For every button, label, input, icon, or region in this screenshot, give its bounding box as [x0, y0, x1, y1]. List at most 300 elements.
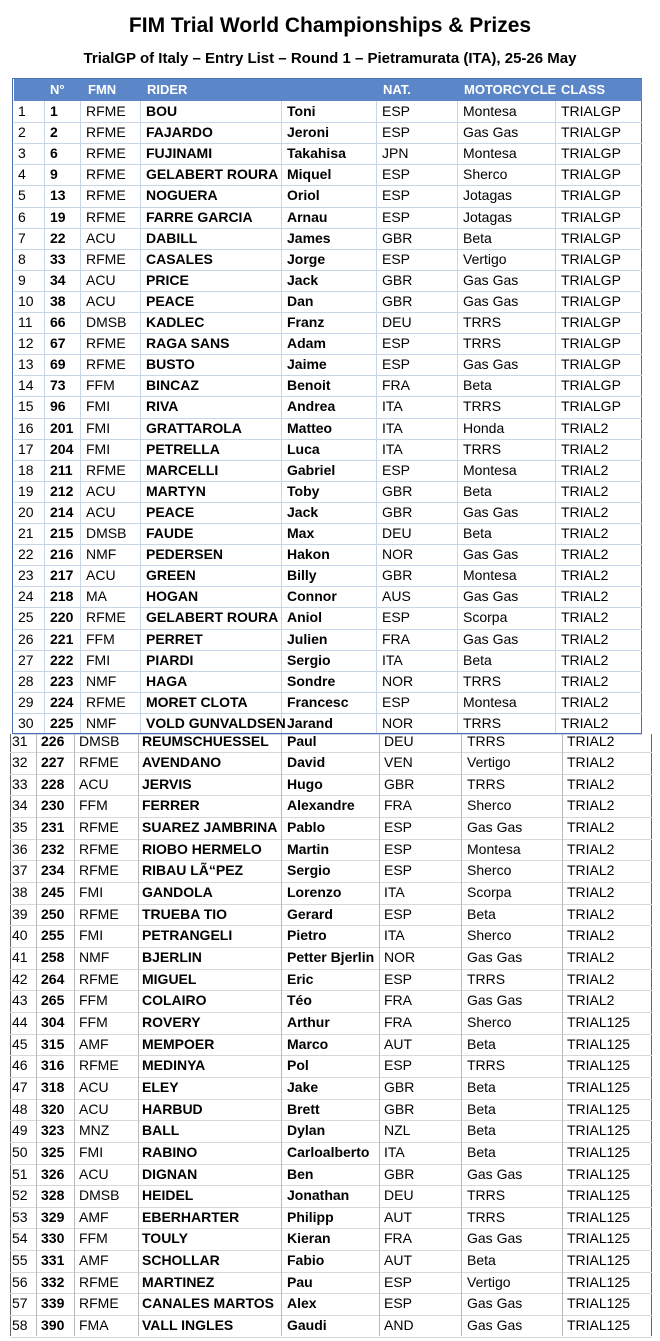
rider-number: 255 — [41, 927, 65, 944]
table-row — [0, 1207, 660, 1229]
row-divider — [10, 1337, 652, 1338]
table-row — [0, 354, 660, 376]
rider-firstname: Matteo — [287, 419, 333, 436]
table-row — [0, 731, 660, 753]
rider-number: 223 — [50, 672, 74, 689]
motorcycle: TRRS — [467, 1187, 506, 1204]
class: TRIAL2 — [567, 862, 615, 879]
class: TRIALGP — [561, 166, 621, 183]
rider-firstname: Kieran — [287, 1230, 331, 1247]
rider-surname: REUMSCHUESSEL — [142, 732, 269, 749]
table-row — [0, 523, 660, 545]
table-row — [0, 1272, 660, 1294]
rider-firstname: Alexandre — [287, 797, 355, 814]
rider-surname: FAUDE — [146, 525, 194, 541]
fmn: DMSB — [86, 525, 127, 541]
rider-surname: PRICE — [146, 271, 189, 288]
motorcycle: Beta — [467, 1122, 496, 1139]
rider-number: 331 — [41, 1252, 65, 1269]
rider-number: 19 — [50, 208, 66, 225]
rider-number: 211 — [50, 461, 73, 478]
class: TRIAL2 — [561, 609, 609, 626]
rider-surname: PEDERSEN — [146, 546, 224, 563]
rider-number: 212 — [50, 482, 74, 499]
fmn: NMF — [86, 672, 117, 689]
rider-surname: GELABERT ROURA — [146, 609, 279, 626]
fmn: FMI — [86, 440, 111, 457]
rider-number: 69 — [50, 356, 66, 373]
table-row — [0, 1120, 660, 1142]
rider-surname: FAJARDO — [146, 124, 213, 141]
fmn: ACU — [86, 567, 116, 584]
rider-firstname: Carloalberto — [287, 1143, 370, 1160]
page-subtitle: TrialGP of Italy – Entry List – Round 1 – Pietramurata (ITA), 25-26 May — [83, 50, 577, 67]
rider-firstname: Eric — [287, 970, 314, 987]
motorcycle: TRRS — [467, 732, 506, 749]
rider-firstname: Luca — [287, 440, 320, 457]
class: TRIAL2 — [561, 546, 609, 563]
fmn: RFME — [79, 1295, 119, 1312]
rider-number: 214 — [50, 503, 74, 520]
motorcycle: Montesa — [463, 103, 517, 119]
row-index: 22 — [18, 546, 34, 563]
table-row — [0, 143, 660, 165]
table-row — [0, 418, 660, 440]
nationality: ITA — [382, 651, 403, 668]
class: TRIAL2 — [567, 732, 615, 749]
table-row — [0, 1315, 660, 1337]
rider-number: 325 — [41, 1143, 65, 1160]
table-row — [0, 650, 660, 672]
nationality: DEU — [384, 1187, 414, 1204]
class: TRIAL125 — [567, 1013, 631, 1030]
fmn: ACU — [79, 1078, 109, 1095]
motorcycle: Beta — [467, 1143, 496, 1160]
motorcycle: TRRS — [463, 672, 502, 689]
nationality: AUT — [384, 1208, 412, 1225]
table-row — [0, 312, 660, 334]
nationality: ESP — [382, 609, 411, 626]
fmn: RFME — [86, 335, 126, 352]
fmn: ACU — [86, 229, 116, 246]
motorcycle: Gas Gas — [467, 992, 523, 1009]
nationality: ESP — [382, 166, 411, 183]
rider-number: 226 — [41, 732, 65, 749]
table-row — [0, 249, 660, 271]
class: TRIAL2 — [561, 461, 609, 478]
rider-firstname: Gabriel — [287, 461, 336, 478]
table-row — [0, 544, 660, 566]
rider-firstname: Jaime — [287, 356, 327, 373]
rider-firstname: Philipp — [287, 1208, 334, 1225]
class: TRIAL2 — [567, 970, 615, 987]
rider-number: 221 — [50, 630, 74, 647]
row-index: 15 — [18, 398, 34, 415]
rider-surname: PEACE — [146, 503, 195, 520]
nationality: NOR — [384, 949, 416, 965]
row-index: 42 — [12, 970, 28, 987]
table-row — [0, 270, 660, 292]
motorcycle: TRRS — [467, 1208, 506, 1225]
rider-surname: MARTINEZ — [142, 1273, 215, 1290]
fmn: RFME — [86, 250, 126, 267]
fmn: ACU — [86, 482, 116, 499]
motorcycle: Scorpa — [463, 609, 508, 626]
row-index: 31 — [12, 732, 28, 749]
table-row — [0, 925, 660, 947]
motorcycle: Gas Gas — [463, 124, 519, 141]
nationality: ESP — [384, 905, 413, 922]
table-row — [0, 1077, 660, 1099]
class: TRIAL125 — [567, 1057, 631, 1074]
motorcycle: Sherco — [467, 1013, 512, 1030]
motorcycle: Montesa — [463, 567, 517, 584]
rider-number: 227 — [41, 754, 65, 771]
row-index: 10 — [18, 292, 34, 309]
fmn: MNZ — [79, 1122, 110, 1139]
class: TRIAL2 — [561, 651, 609, 668]
fmn: RFME — [79, 754, 119, 771]
fmn: ACU — [79, 1100, 109, 1117]
table-row — [0, 460, 660, 482]
nationality: AUT — [384, 1252, 412, 1269]
nationality: GBR — [382, 292, 413, 309]
rider-firstname: Adam — [287, 335, 326, 352]
nationality: AUT — [384, 1035, 412, 1052]
rider-firstname: Lorenzo — [287, 884, 342, 901]
rider-number: 232 — [41, 840, 65, 857]
class: TRIAL125 — [567, 1122, 631, 1139]
motorcycle: Gas Gas — [463, 503, 519, 520]
rider-surname: RIBAU LÃ“PEZ — [142, 862, 244, 879]
header-nationality: NAT. — [383, 82, 411, 97]
class: TRIAL2 — [561, 630, 609, 647]
rider-surname: VOLD GUNVALDSEN — [146, 714, 286, 731]
rider-number: 234 — [41, 862, 65, 879]
rider-firstname: Marco — [287, 1035, 329, 1052]
fmn: RFME — [79, 819, 119, 836]
motorcycle: Beta — [463, 229, 492, 246]
row-index: 6 — [18, 208, 26, 225]
rider-firstname: Francesc — [287, 693, 349, 710]
nationality: NOR — [382, 672, 414, 689]
class: TRIAL2 — [567, 840, 615, 857]
nationality: FRA — [384, 797, 412, 814]
row-index: 9 — [18, 271, 26, 288]
class: TRIAL125 — [567, 1230, 631, 1247]
class: TRIALGP — [561, 187, 621, 204]
motorcycle: Vertigo — [467, 754, 511, 771]
rider-firstname: Toni — [287, 103, 316, 119]
rider-number: 329 — [41, 1208, 65, 1225]
fmn: MA — [86, 588, 107, 605]
table-row — [0, 1034, 660, 1056]
rider-surname: TOULY — [142, 1230, 188, 1247]
rider-surname: PEACE — [146, 292, 195, 309]
motorcycle: Montesa — [463, 693, 517, 710]
rider-surname: COLAIRO — [142, 992, 207, 1009]
rider-surname: PERRET — [146, 630, 203, 647]
fmn: RFME — [86, 124, 126, 141]
nationality: ESP — [382, 461, 411, 478]
rider-surname: NOGUERA — [146, 187, 218, 204]
nationality: FRA — [384, 992, 412, 1009]
rider-surname: TRUEBA TIO — [142, 905, 228, 922]
rider-number: 231 — [41, 819, 65, 836]
motorcycle: Gas Gas — [463, 271, 519, 288]
motorcycle: Vertigo — [463, 250, 507, 267]
fmn: FMI — [79, 884, 104, 901]
rider-surname: RIVA — [146, 398, 179, 415]
row-index: 28 — [18, 672, 34, 689]
fmn: RFME — [86, 609, 126, 626]
rider-firstname: Petter Bjerlin — [287, 949, 375, 965]
class: TRIALGP — [561, 229, 621, 246]
rider-surname: MEMPOER — [142, 1035, 215, 1052]
rider-number: 218 — [50, 588, 74, 605]
class: TRIAL2 — [567, 992, 615, 1009]
fmn: ACU — [86, 292, 116, 309]
nationality: GBR — [384, 1100, 415, 1117]
rider-firstname: Paul — [287, 732, 317, 749]
nationality: ESP — [382, 693, 411, 710]
nationality: GBR — [382, 271, 413, 288]
class: TRIAL125 — [567, 1165, 631, 1182]
motorcycle: Beta — [467, 1035, 496, 1052]
rider-number: 332 — [41, 1273, 65, 1290]
rider-number: 315 — [41, 1035, 65, 1052]
motorcycle: Sherco — [467, 927, 512, 944]
rider-firstname: Ben — [287, 1165, 314, 1182]
fmn: DMSB — [86, 314, 127, 330]
class: TRIAL125 — [567, 1317, 631, 1334]
row-index: 23 — [18, 567, 34, 584]
rider-surname: MARCELLI — [146, 461, 219, 478]
row-index: 8 — [18, 250, 26, 267]
rider-surname: FERRER — [142, 797, 200, 814]
motorcycle: Gas Gas — [463, 546, 519, 563]
row-index: 37 — [12, 862, 28, 879]
motorcycle: Jotagas — [463, 187, 513, 204]
table-row — [0, 565, 660, 587]
rider-firstname: Sergio — [287, 651, 331, 668]
rider-number: 339 — [41, 1295, 65, 1312]
class: TRIALGP — [561, 103, 621, 119]
rider-firstname: Miquel — [287, 166, 332, 183]
rider-number: 323 — [41, 1122, 65, 1139]
table-row — [0, 774, 660, 796]
motorcycle: TRRS — [463, 335, 502, 352]
nationality: DEU — [382, 314, 412, 330]
rider-number: 250 — [41, 905, 65, 922]
rider-number: 328 — [41, 1187, 65, 1204]
fmn: RFME — [86, 208, 126, 225]
rider-surname: DABILL — [146, 229, 198, 246]
motorcycle: Beta — [467, 1252, 496, 1269]
fmn: ACU — [79, 1165, 109, 1182]
table-row — [0, 1099, 660, 1121]
row-index: 33 — [12, 775, 28, 792]
motorcycle: Gas Gas — [463, 588, 519, 605]
rider-number: 222 — [50, 651, 74, 668]
fmn: FMI — [86, 398, 111, 415]
rider-firstname: Pau — [287, 1273, 313, 1290]
row-index: 4 — [18, 166, 26, 183]
fmn: RFME — [86, 356, 126, 373]
fmn: RFME — [86, 461, 126, 478]
rider-firstname: Toby — [287, 482, 320, 499]
nationality: NOR — [382, 714, 414, 731]
fmn: FMI — [86, 419, 111, 436]
row-index: 34 — [12, 797, 28, 814]
rider-number: 316 — [41, 1057, 65, 1074]
nationality: FRA — [382, 377, 410, 394]
row-index: 24 — [18, 588, 34, 605]
rider-firstname: Martin — [287, 840, 329, 857]
row-index: 3 — [18, 145, 26, 162]
class: TRIAL125 — [567, 1035, 631, 1052]
rider-number: 215 — [50, 525, 74, 541]
motorcycle: Beta — [467, 905, 496, 922]
rider-surname: GELABERT ROURA — [146, 166, 279, 183]
row-index: 36 — [12, 840, 28, 857]
rider-number: 265 — [41, 992, 65, 1009]
nationality: ESP — [384, 1295, 413, 1312]
rider-number: 320 — [41, 1100, 65, 1117]
fmn: NMF — [86, 714, 117, 731]
nationality: JPN — [382, 145, 409, 162]
class: TRIAL2 — [561, 672, 609, 689]
fmn: FFM — [86, 630, 115, 647]
table-row — [0, 291, 660, 313]
rider-firstname: Andrea — [287, 398, 336, 415]
motorcycle: TRRS — [467, 970, 506, 987]
class: TRIAL2 — [561, 440, 609, 457]
fmn: DMSB — [79, 732, 120, 749]
rider-number: 1 — [50, 103, 58, 119]
rider-number: 326 — [41, 1165, 65, 1182]
nationality: ITA — [384, 1143, 405, 1160]
rider-surname: CANALES MARTOS — [142, 1295, 274, 1312]
motorcycle: Beta — [463, 525, 492, 541]
row-index: 7 — [18, 229, 26, 246]
table-row — [0, 860, 660, 882]
table-row — [0, 185, 660, 207]
fmn: RFME — [79, 840, 119, 857]
rider-firstname: Aniol — [287, 609, 322, 626]
motorcycle: Gas Gas — [467, 1165, 523, 1182]
row-index: 1 — [18, 103, 26, 119]
row-index: 27 — [18, 651, 34, 668]
motorcycle: Beta — [467, 1100, 496, 1117]
nationality: ESP — [382, 335, 411, 352]
rider-number: 2 — [50, 124, 58, 141]
rider-firstname: Pablo — [287, 819, 326, 836]
rider-number: 258 — [41, 949, 65, 965]
table-row — [0, 481, 660, 503]
rider-firstname: Jarand — [287, 714, 333, 731]
rider-number: 201 — [50, 419, 74, 436]
fmn: RFME — [86, 693, 126, 710]
rider-firstname: Hugo — [287, 775, 323, 792]
class: TRIALGP — [561, 250, 621, 267]
nationality: FRA — [384, 1230, 412, 1247]
fmn: ACU — [86, 503, 116, 520]
fmn: RFME — [86, 103, 126, 119]
fmn: FMA — [79, 1317, 109, 1334]
rider-surname: PETRELLA — [146, 440, 220, 457]
motorcycle: Gas Gas — [467, 949, 523, 965]
header-fmn: FMN — [88, 82, 117, 97]
nationality: ESP — [384, 840, 413, 857]
table-row — [0, 795, 660, 817]
rider-firstname: Arnau — [287, 208, 328, 225]
rider-firstname: David — [287, 754, 326, 771]
class: TRIAL125 — [567, 1143, 631, 1160]
class: TRIAL125 — [567, 1252, 631, 1269]
rider-number: 390 — [41, 1317, 65, 1334]
rider-firstname: Billy — [287, 567, 317, 584]
rider-number: 245 — [41, 884, 65, 901]
nationality: ESP — [382, 103, 411, 119]
rider-number: 216 — [50, 546, 74, 563]
rider-firstname: Jonathan — [287, 1187, 350, 1204]
rider-number: 66 — [50, 314, 66, 330]
row-index: 50 — [12, 1143, 28, 1160]
table-row — [0, 586, 660, 608]
rider-surname: KADLEC — [146, 314, 205, 330]
rider-surname: RABINO — [142, 1143, 198, 1160]
fmn: RFME — [86, 145, 126, 162]
row-index: 16 — [18, 419, 34, 436]
rider-surname: BJERLIN — [142, 949, 202, 965]
motorcycle: Honda — [463, 419, 505, 436]
rider-surname: SCHOLLAR — [142, 1252, 220, 1269]
rider-firstname: James — [287, 229, 331, 246]
motorcycle: Gas Gas — [463, 292, 519, 309]
header-rider: RIDER — [147, 82, 188, 97]
table-row — [0, 990, 660, 1012]
class: TRIAL2 — [561, 503, 609, 520]
rider-firstname: Sergio — [287, 862, 331, 879]
rider-surname: FARRE GARCIA — [146, 208, 253, 225]
nationality: AUS — [382, 588, 411, 605]
motorcycle: TRRS — [463, 714, 502, 731]
row-index: 12 — [18, 335, 34, 352]
class: TRIAL2 — [567, 949, 615, 965]
header-number: N° — [50, 82, 65, 97]
class: TRIAL2 — [567, 905, 615, 922]
rider-firstname: Fabio — [287, 1252, 325, 1269]
nationality: NZL — [384, 1122, 411, 1139]
rider-surname: MIGUEL — [142, 970, 197, 987]
class: TRIALGP — [561, 271, 621, 288]
nationality: DEU — [384, 732, 414, 749]
rider-surname: BALL — [142, 1122, 180, 1139]
class: TRIALGP — [561, 377, 621, 394]
nationality: NOR — [382, 546, 414, 563]
fmn: AMF — [79, 1208, 109, 1225]
row-index: 25 — [18, 609, 34, 626]
row-index: 29 — [18, 693, 34, 710]
motorcycle: TRRS — [467, 1057, 506, 1074]
motorcycle: Jotagas — [463, 208, 513, 225]
motorcycle: Beta — [467, 1078, 496, 1095]
table-row — [0, 396, 660, 418]
rider-surname: BINCAZ — [146, 377, 199, 394]
motorcycle: TRRS — [467, 775, 506, 792]
row-index: 51 — [12, 1165, 28, 1182]
